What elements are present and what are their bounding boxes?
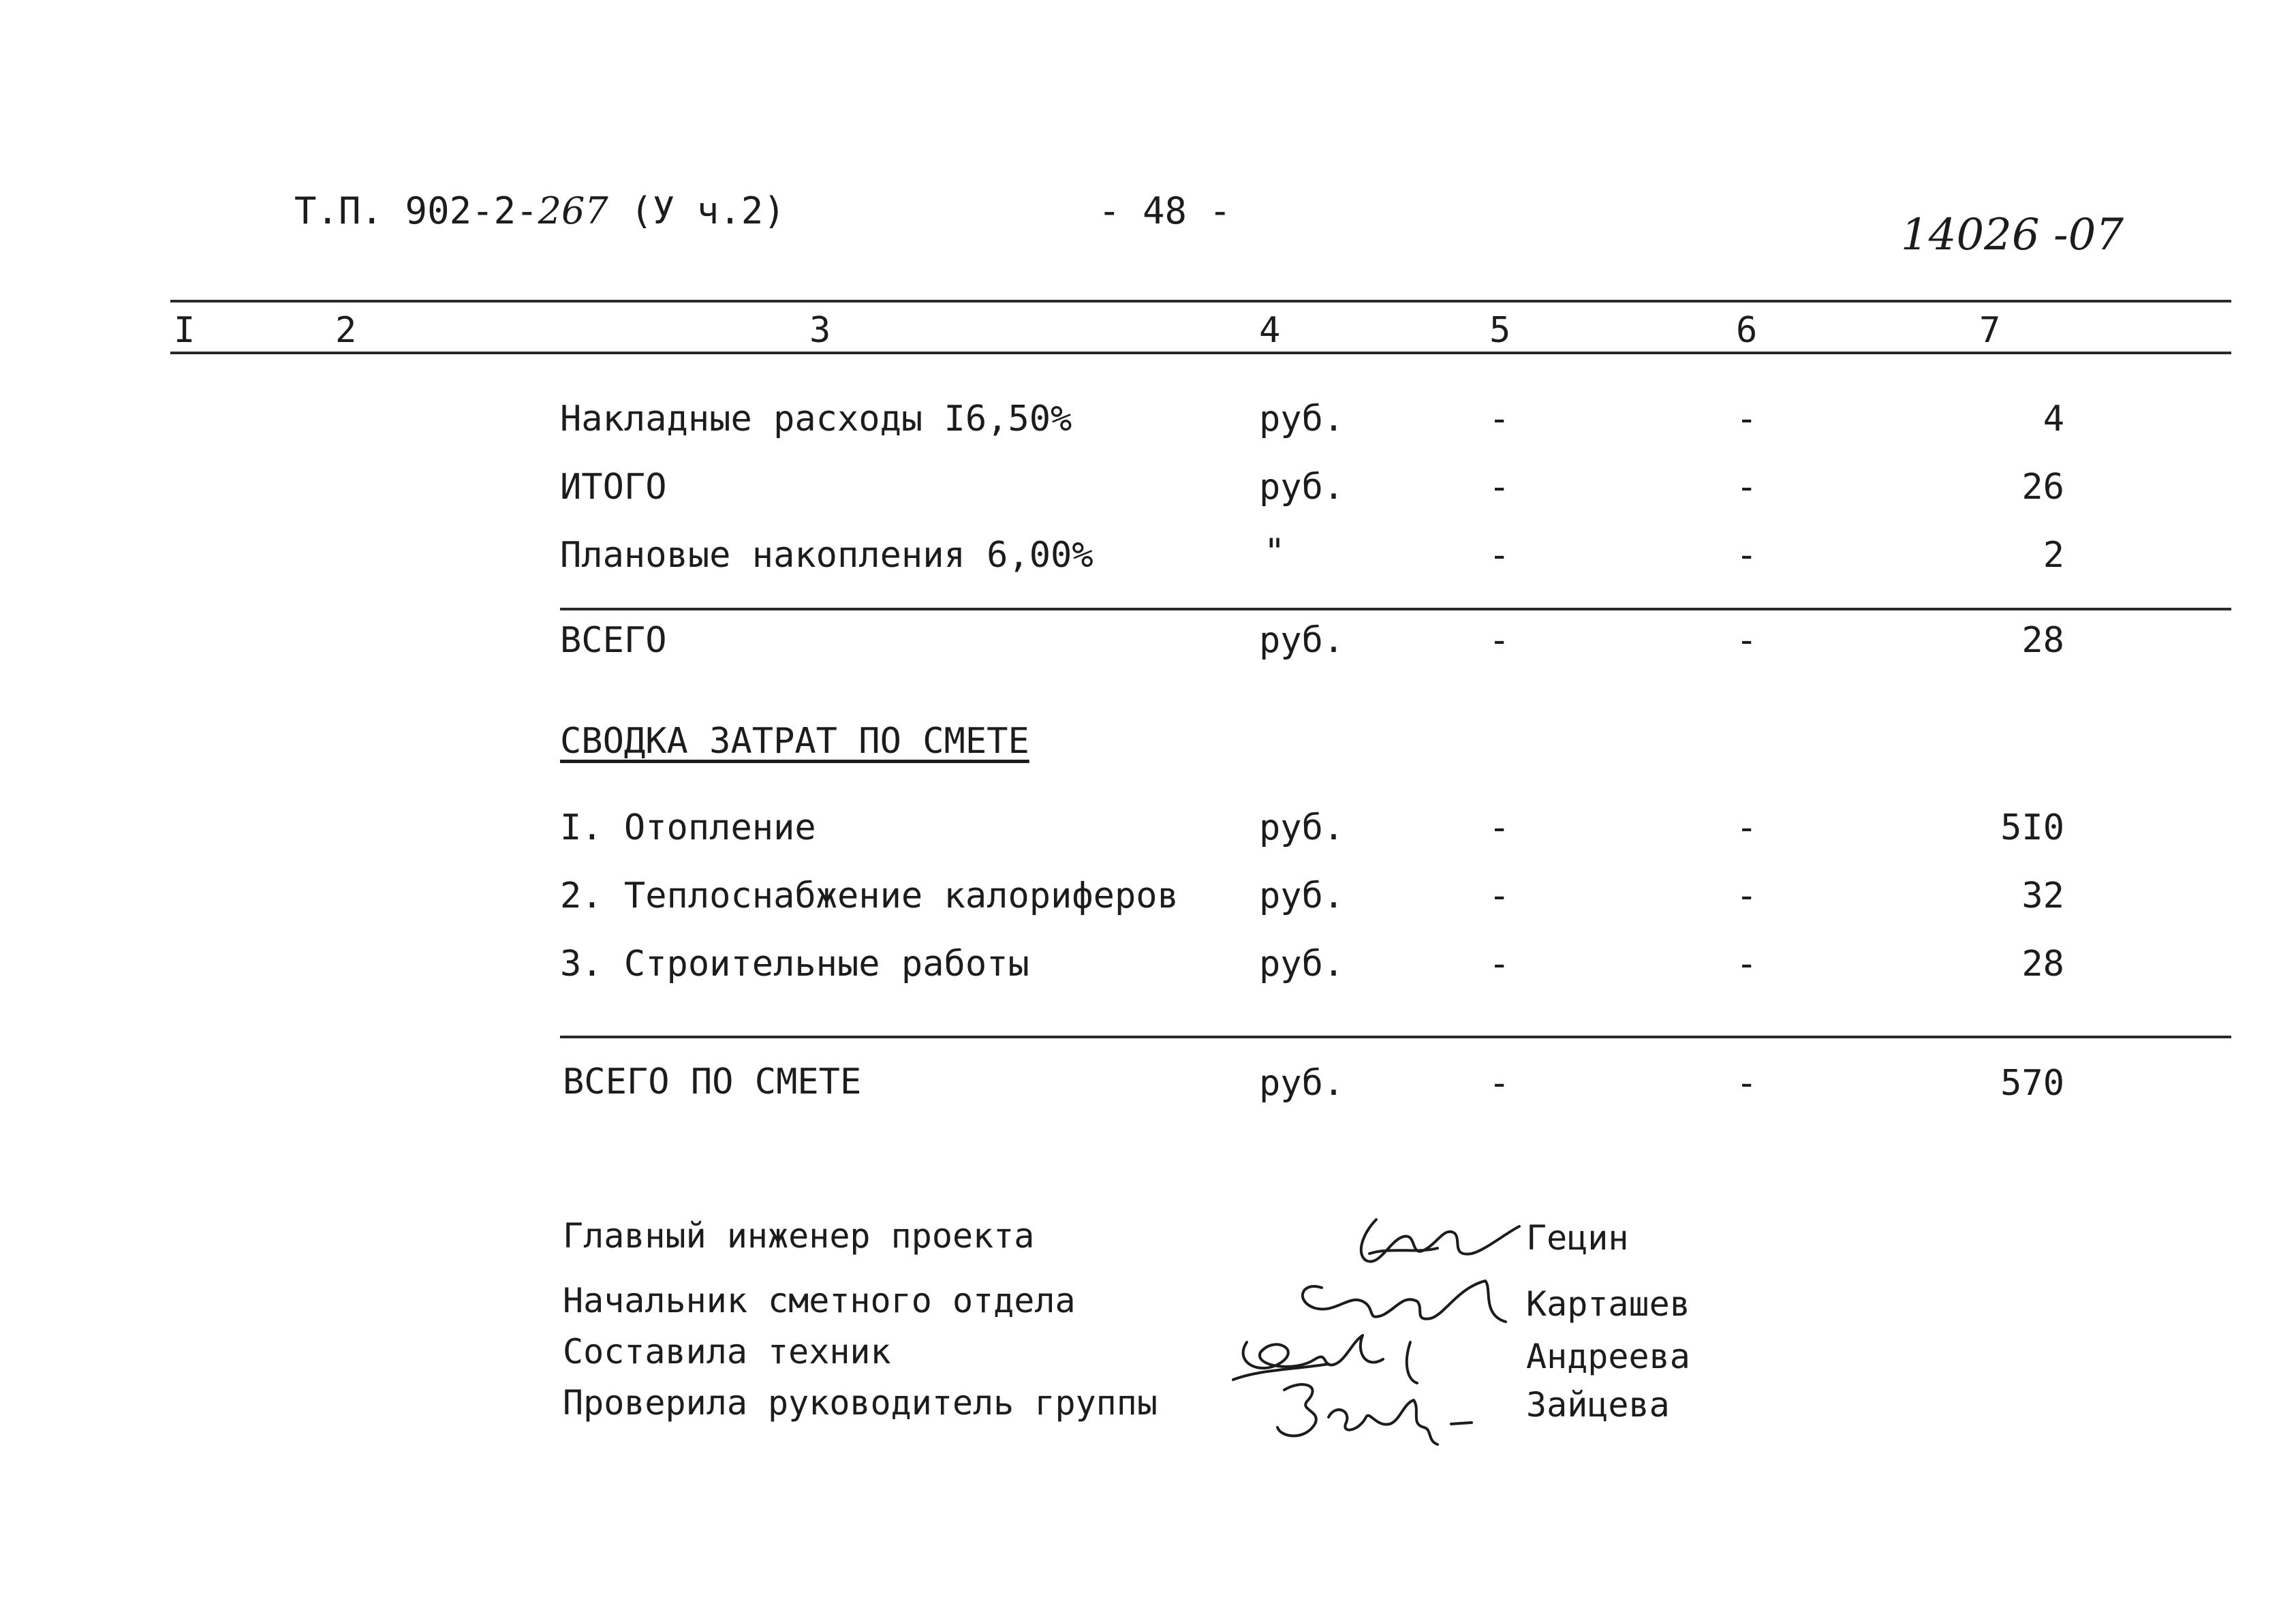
document-code-prefix: Т.П. 902-2- <box>294 189 538 232</box>
signature-scribble-2 <box>1303 1281 1506 1322</box>
row-unit: руб. <box>1259 399 1345 439</box>
row-col5: - <box>1489 1063 1510 1104</box>
table-header-bottom-rule <box>170 352 2231 354</box>
row-col5: - <box>1489 875 1510 916</box>
row-unit: " <box>1264 531 1286 572</box>
row-unit: руб. <box>1259 620 1345 661</box>
column-number-2: 2 <box>335 310 357 351</box>
signature-role: Главный инженер проекта <box>563 1216 1035 1256</box>
signature-name: Гецин <box>1526 1218 1629 1258</box>
signature-role: Начальник сметного отдела <box>563 1281 1076 1320</box>
row-col6: - <box>1736 1063 1758 1104</box>
row-col5: - <box>1489 467 1510 508</box>
row-name: Накладные расходы I6,50% <box>560 399 1072 439</box>
row-col7: 2 <box>2043 535 2064 576</box>
signature-role: Составила техник <box>563 1332 891 1371</box>
row-col6: - <box>1736 535 1758 576</box>
signature-name: Карташев <box>1526 1284 1690 1324</box>
row-unit: руб. <box>1259 807 1345 848</box>
signature-scribble-3 <box>1243 1335 1383 1368</box>
page-number: - 48 - <box>1098 189 1232 232</box>
row-name: ВСЕГО ПО СМЕТЕ <box>563 1061 862 1102</box>
handwritten-signatures <box>1220 1206 1547 1465</box>
column-number-1: I <box>174 310 196 351</box>
summary-title: СВОДКА ЗАТРАТ ПО СМЕТЕ <box>560 721 1029 762</box>
row-name: 3. Строительные работы <box>560 944 1029 985</box>
document-code-handwritten: 267 <box>538 189 608 232</box>
signature-name: Андреева <box>1526 1337 1690 1376</box>
signature-scribble-1 <box>1361 1220 1519 1262</box>
row-col7: 570 <box>2000 1063 2064 1104</box>
document-code <box>294 189 786 232</box>
row-name: ВСЕГО <box>560 620 667 661</box>
row-col7: 28 <box>2021 620 2064 661</box>
row-col5: - <box>1489 399 1510 439</box>
row-col5: - <box>1489 535 1510 576</box>
row-col6: - <box>1736 807 1758 848</box>
column-number-5: 5 <box>1489 310 1511 351</box>
row-col6: - <box>1736 399 1758 439</box>
column-number-3: 3 <box>809 310 831 351</box>
row-col7: 5I0 <box>2000 807 2064 848</box>
signature-scribble-4 <box>1277 1384 1438 1444</box>
grand-total-rule <box>560 1036 2231 1038</box>
row-col6: - <box>1736 875 1758 916</box>
table-top-rule <box>170 300 2231 303</box>
row-col7: 4 <box>2043 399 2064 439</box>
row-unit: руб. <box>1259 875 1345 916</box>
row-col6: - <box>1736 944 1758 985</box>
column-number-4: 4 <box>1259 310 1281 351</box>
subtotal-rule <box>560 608 2231 610</box>
row-col7: 26 <box>2021 467 2064 508</box>
row-col5: - <box>1489 944 1510 985</box>
signature-role: Проверила руководитель группы <box>563 1383 1158 1423</box>
column-number-6: 6 <box>1736 310 1758 351</box>
row-col6: - <box>1736 620 1758 661</box>
row-unit: руб. <box>1259 1063 1345 1104</box>
row-unit: руб. <box>1259 944 1345 985</box>
row-col5: - <box>1489 807 1510 848</box>
document-code-suffix: (У ч.2) <box>630 189 786 232</box>
column-number-7: 7 <box>1979 310 2001 351</box>
row-col7: 32 <box>2021 875 2064 916</box>
row-col7: 28 <box>2021 944 2064 985</box>
row-col5: - <box>1489 620 1510 661</box>
row-name: 2. Теплоснабжение калориферов <box>560 875 1179 916</box>
row-col6: - <box>1736 467 1758 508</box>
row-unit: руб. <box>1259 467 1345 508</box>
row-name: Плановые накопления 6,00% <box>560 535 1093 576</box>
signature-name: Зайцева <box>1526 1385 1670 1425</box>
row-name: I. Отопление <box>560 807 816 848</box>
sheet-code: 14026 -07 <box>1901 210 2124 260</box>
row-name: ИТОГО <box>560 467 667 508</box>
